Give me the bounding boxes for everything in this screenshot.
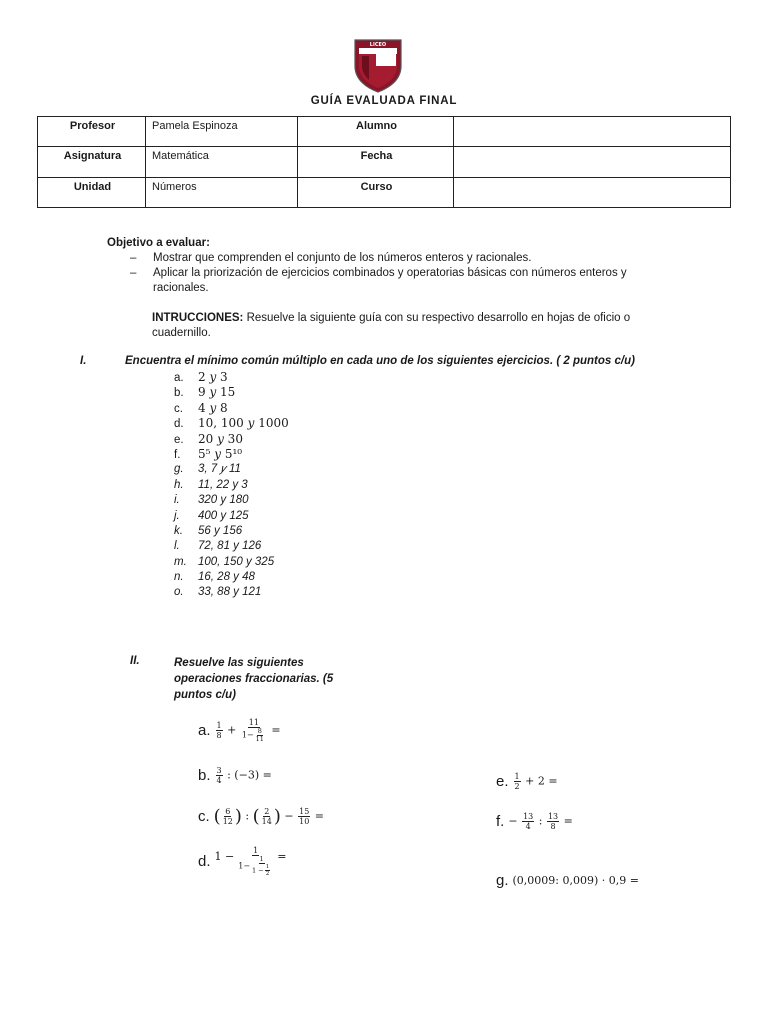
numerator: 3 [216, 766, 222, 775]
numerator: 2 [264, 807, 270, 816]
document-title: GUÍA EVALUADA FINAL [310, 95, 458, 107]
item-text: 5⁵ 𝑦 5¹⁰ [198, 446, 243, 461]
field-curso[interactable] [454, 177, 731, 207]
denominator: 12 [222, 817, 233, 826]
exercise-letter: a. [198, 722, 211, 739]
label-curso: Curso [298, 177, 454, 207]
value-unidad: Números [146, 177, 298, 207]
numerator: 13 [547, 812, 559, 821]
list-item [174, 539, 289, 554]
item-letter: h. [174, 478, 184, 491]
list-item [174, 555, 289, 570]
list-item [174, 524, 289, 539]
exercise-c: c. ( $\frac{6}{12}$ ) : ( $\frac{2}{14}$ ) − $\frac{15}{10}$ = [198, 806, 325, 827]
exercise-d [198, 846, 286, 877]
item-text: 100, 150 y 325 [198, 555, 275, 568]
field-fecha[interactable] [454, 147, 731, 177]
exercise-a [198, 718, 281, 743]
numerator: 1 [253, 846, 259, 855]
table-row [38, 147, 731, 177]
item-text: 16, 28 y 48 [198, 571, 255, 584]
exercise-letter: g. [496, 872, 509, 889]
list-item [174, 585, 289, 600]
list-item [174, 385, 289, 400]
numerator: 11 [248, 718, 259, 727]
denominator-prefix: 1− [238, 861, 251, 871]
list-item [174, 416, 289, 431]
item-text: 2 𝑦 3 [198, 370, 228, 384]
denominator: 14 [261, 817, 272, 826]
numerator: 8 [257, 727, 262, 735]
item-letter: f. [174, 448, 181, 461]
item-text: 3, 7 𝑦 11 [198, 463, 241, 476]
item-text: 9 𝑦 15 [198, 385, 236, 400]
list-item [174, 509, 289, 524]
label-unidad: Unidad [38, 177, 146, 207]
field-alumno[interactable] [454, 117, 731, 147]
label-asignatura: Asignatura [38, 147, 146, 177]
numerator: 1 [216, 721, 222, 730]
equals: = [271, 723, 281, 737]
exercise-b [198, 766, 272, 785]
denominator [237, 856, 274, 877]
value-asignatura: Matemática [146, 147, 298, 177]
list-item [174, 401, 289, 416]
item-text: 72, 81 y 126 [198, 540, 262, 553]
list-item: – Mostrar que comprenden el conjunto de los números enteros y racionales. [130, 252, 532, 264]
denominator: 10 [299, 817, 310, 826]
numerator: 1 [259, 855, 264, 863]
expression: (0,0009: 0,009) · 0,9 = [512, 874, 639, 887]
denominator: 8 [216, 731, 222, 740]
item-letter: c. [174, 402, 183, 415]
exercise-letter: e. [496, 773, 509, 790]
numerator: 15 [299, 807, 310, 816]
denominator: 4 [525, 822, 531, 831]
item-text: 33, 88 y 121 [198, 586, 262, 599]
item-letter: o. [174, 586, 184, 599]
instructions-text: Resuelve la siguiente guía con su respectivo desarrollo en hojas de oficio o cuadernillo. [152, 312, 631, 339]
operator: − [508, 814, 518, 828]
list-item [174, 493, 289, 508]
item-letter: k. [174, 524, 183, 537]
item-text: 10, 100 𝑦 1000 [198, 416, 289, 431]
item-text: 4 𝑦 8 [198, 400, 228, 415]
item-letter: l. [174, 540, 180, 553]
table-row [38, 117, 731, 147]
value-profesor: Pamela Espinoza [146, 117, 298, 147]
denominator: 8 [550, 822, 556, 831]
expression-rest: + 2 = [525, 774, 558, 788]
denominator: 11 [255, 735, 264, 743]
denominator: 4 [216, 776, 222, 785]
exercise-letter: c. [198, 808, 210, 825]
denominator: 2 [514, 782, 520, 791]
denominator-prefix: 1 − [252, 866, 264, 875]
item-letter: i. [174, 494, 180, 507]
logo-text: LICEO [369, 42, 387, 48]
info-table [37, 116, 731, 208]
exercise-e [496, 772, 558, 791]
section-1-list [174, 370, 289, 601]
list-item [174, 432, 289, 447]
item-text: 11, 22 y 3 [198, 478, 248, 491]
item-text: 400 y 125 [198, 509, 249, 522]
expression-prefix: 1 − [214, 850, 235, 863]
item-letter: a. [174, 372, 184, 384]
operator: : [245, 809, 250, 823]
numerator: 1 [265, 864, 270, 870]
denominator: 2 [265, 871, 270, 877]
list-item: – Aplicar la priorización de ejercicios combinados y operatorias básicas con números enteros y racionales. [130, 267, 627, 294]
section-1-heading: Encuentra el mínimo común múltiplo en cada uno de los siguientes ejercicios. ( 2 puntos c/u) [125, 355, 635, 367]
equals: = [314, 809, 325, 823]
school-logo [353, 38, 403, 94]
objective-text: Aplicar la priorización de ejercicios combinados y operatorias básicas con números enteros y racionales. [153, 267, 627, 294]
list-item [174, 570, 289, 585]
label-fecha: Fecha [298, 147, 454, 177]
equals: = [277, 850, 287, 863]
exercise-letter: b. [198, 767, 211, 784]
exercise-letter: d. [198, 853, 211, 870]
item-letter: e. [174, 433, 184, 446]
item-letter: m. [174, 555, 187, 568]
item-text: 56 y 156 [198, 524, 243, 537]
instructions [152, 311, 672, 341]
list-item [174, 370, 289, 385]
item-text: 320 y 180 [198, 494, 249, 507]
item-letter: n. [174, 571, 184, 584]
list-item [174, 447, 289, 462]
instructions-label: INTRUCCIONES: [152, 312, 244, 324]
objective-heading: Objetivo a evaluar: [107, 237, 210, 249]
section-2-heading: Resuelve las siguientes operaciones fraccionarias. (5 puntos c/u) [174, 657, 334, 701]
equals: = [563, 814, 573, 828]
numerator: 13 [523, 812, 534, 821]
denominator [241, 728, 267, 743]
item-letter: j. [174, 509, 180, 522]
item-letter: g. [174, 463, 184, 476]
numerator: 6 [225, 807, 231, 816]
table-row [38, 177, 731, 207]
list-item [174, 462, 289, 477]
exercise-g [496, 872, 639, 889]
item-letter: b. [174, 387, 184, 400]
item-text: 20 𝑦 30 [198, 431, 243, 446]
list-item [174, 478, 289, 493]
exercise-f [496, 812, 573, 831]
objective-list [130, 251, 670, 296]
item-letter: d. [174, 418, 184, 431]
exercise-letter: f. [496, 813, 505, 830]
denominator [251, 864, 272, 877]
operator: + [227, 723, 237, 737]
denominator-prefix: 1− [241, 730, 254, 740]
section-1-number: I. [80, 355, 87, 367]
numerator: 1 [514, 772, 520, 781]
operator: − [284, 809, 294, 823]
label-alumno: Alumno [298, 117, 454, 147]
expression-rest: : (−3) = [227, 768, 272, 782]
operator: : [538, 814, 543, 828]
objective-text: Mostrar que comprenden el conjunto de los números enteros y racionales. [153, 252, 532, 264]
section-2-number: II. [130, 655, 140, 667]
label-profesor: Profesor [38, 117, 146, 147]
